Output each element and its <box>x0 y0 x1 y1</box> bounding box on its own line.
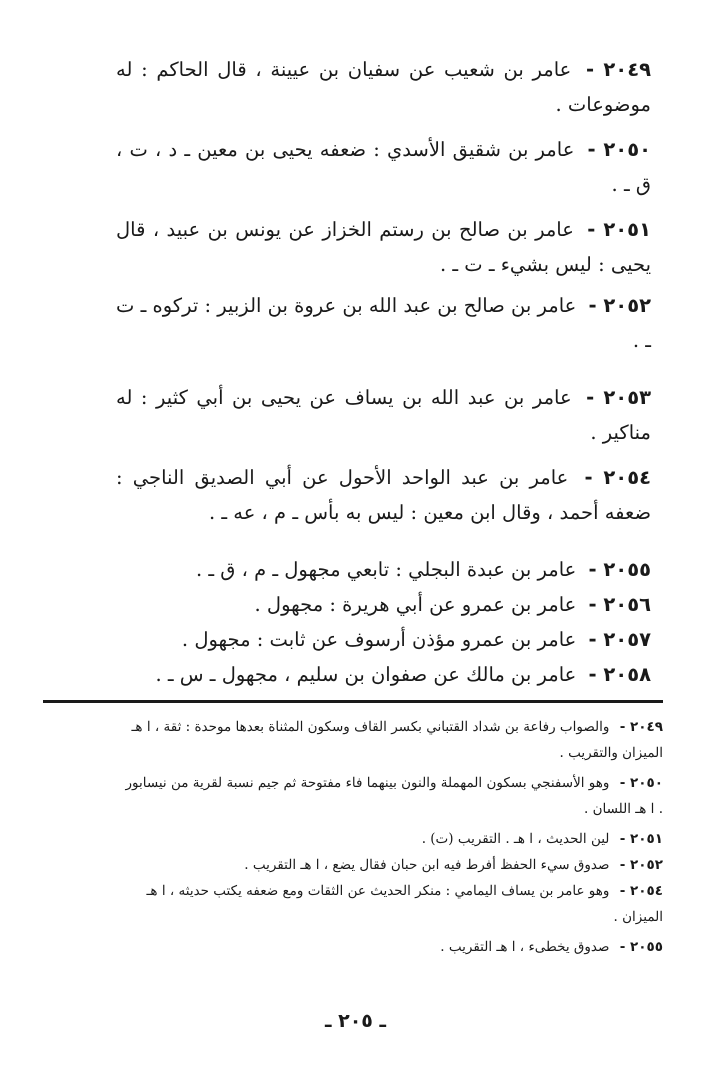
entry-number: ٢٠٥٠ - <box>587 138 651 161</box>
footnote-text: وهو عامر بن يساف اليمامي : منكر الحديث عن الثقات ومع ضعفه يكتب حديثه ، ا هـ الميزان . <box>146 883 663 925</box>
entry <box>116 587 651 622</box>
footnote <box>123 878 663 930</box>
entry-text: عامر بن عمرو عن أبي هريرة : مجهول . <box>254 593 577 616</box>
entry-text: عامر بن صالح بن عبد الله بن عروة بن الزبير : تركوه ـ ت ـ . <box>116 294 651 352</box>
entry-text: عامر بن عبد الله بن يساف عن يحيى بن أبي كثير : له مناكير . <box>116 386 651 444</box>
page-number: ـ ٢٠٥ ـ <box>324 1010 386 1032</box>
entry-number: ٢٠٥٥ - <box>588 558 651 581</box>
footnote-text: وهو الأسفنجي بسكون المهملة والنون بينهما فاء مفتوحة ثم جيم نسبة لقرية من نيسابور . ا هـ اللسان . <box>125 775 663 817</box>
footnote-text: صدوق سيء الحفظ أفرط فيه ابن حبان فقال يضع ، ا هـ التقريب . <box>244 857 610 873</box>
entry <box>116 552 651 587</box>
footnote <box>123 852 663 878</box>
entry-number: ٢٠٥١ - <box>587 218 651 241</box>
entry <box>116 657 651 692</box>
entry-number: ٢٠٥٣ - <box>586 386 651 409</box>
entry <box>116 460 651 530</box>
entry-number: ٢٠٥٦ - <box>588 593 651 616</box>
entry-text: عامر بن شقيق الأسدي : ضعفه يحيى بن معين ـ د ، ت ، ق ـ . <box>116 138 651 196</box>
entry <box>116 380 651 450</box>
entry <box>116 52 651 122</box>
entry <box>116 622 651 657</box>
footnote-text: والصواب رفاعة بن شداد القتباني بكسر القاف وسكون المثناة بعدها موحدة : ثقة ، ا هـ الميزان والتقريب . <box>131 719 663 761</box>
entry-number: ٢٠٥٧ - <box>588 628 651 651</box>
entry-text: عامر بن عبدة البجلي : تابعي مجهول ـ م ، ق ـ . <box>195 558 577 581</box>
footnote-number: ٢٠٥٢ - <box>619 857 663 873</box>
footnote <box>123 826 663 852</box>
entry-number: ٢٠٤٩ - <box>586 58 651 81</box>
footnote-divider <box>43 700 663 703</box>
entry <box>116 288 651 358</box>
entry-number: ٢٠٥٤ - <box>584 466 652 489</box>
entries-list <box>116 52 651 692</box>
entry <box>116 132 651 202</box>
footnote <box>123 934 663 960</box>
footnote-number: ٢٠٥٥ - <box>619 939 663 955</box>
footnote <box>123 714 663 766</box>
footnote <box>123 770 663 822</box>
entry-text: عامر بن مالك عن صفوان بن سليم ، مجهول ـ س ـ . <box>155 663 577 686</box>
entry <box>116 212 651 282</box>
entry-text: عامر بن عبد الواحد الأحول عن أبي الصديق الناجي : ضعفه أحمد ، وقال ابن معين : ليس به بأس ـ م ، عه ـ . <box>116 466 651 524</box>
footnote-number: ٢٠٥٠ - <box>619 775 663 791</box>
footnote-text: صدوق يخطىء ، ا هـ التقريب . <box>440 939 610 955</box>
entry-text: عامر بن صالح بن رستم الخزاز عن يونس بن عبيد ، قال يحيى : ليس بشيء ـ ت ـ . <box>116 218 651 276</box>
entry-number: ٢٠٥٢ - <box>588 294 651 317</box>
footnote-number: ٢٠٤٩ - <box>619 719 663 735</box>
footnote-number: ٢٠٥٤ - <box>619 883 663 899</box>
entry-text: عامر بن شعيب عن سفيان بن عيينة ، قال الحاكم : له موضوعات . <box>116 58 651 116</box>
footnotes-list <box>123 714 663 960</box>
entry-text: عامر بن عمرو مؤذن أرسوف عن ثابت : مجهول . <box>181 628 577 651</box>
footnote-text: لين الحديث ، ا هـ . التقريب (ت) . <box>421 831 610 847</box>
entry-number: ٢٠٥٨ - <box>588 663 651 686</box>
footnote-number: ٢٠٥١ - <box>619 831 663 847</box>
